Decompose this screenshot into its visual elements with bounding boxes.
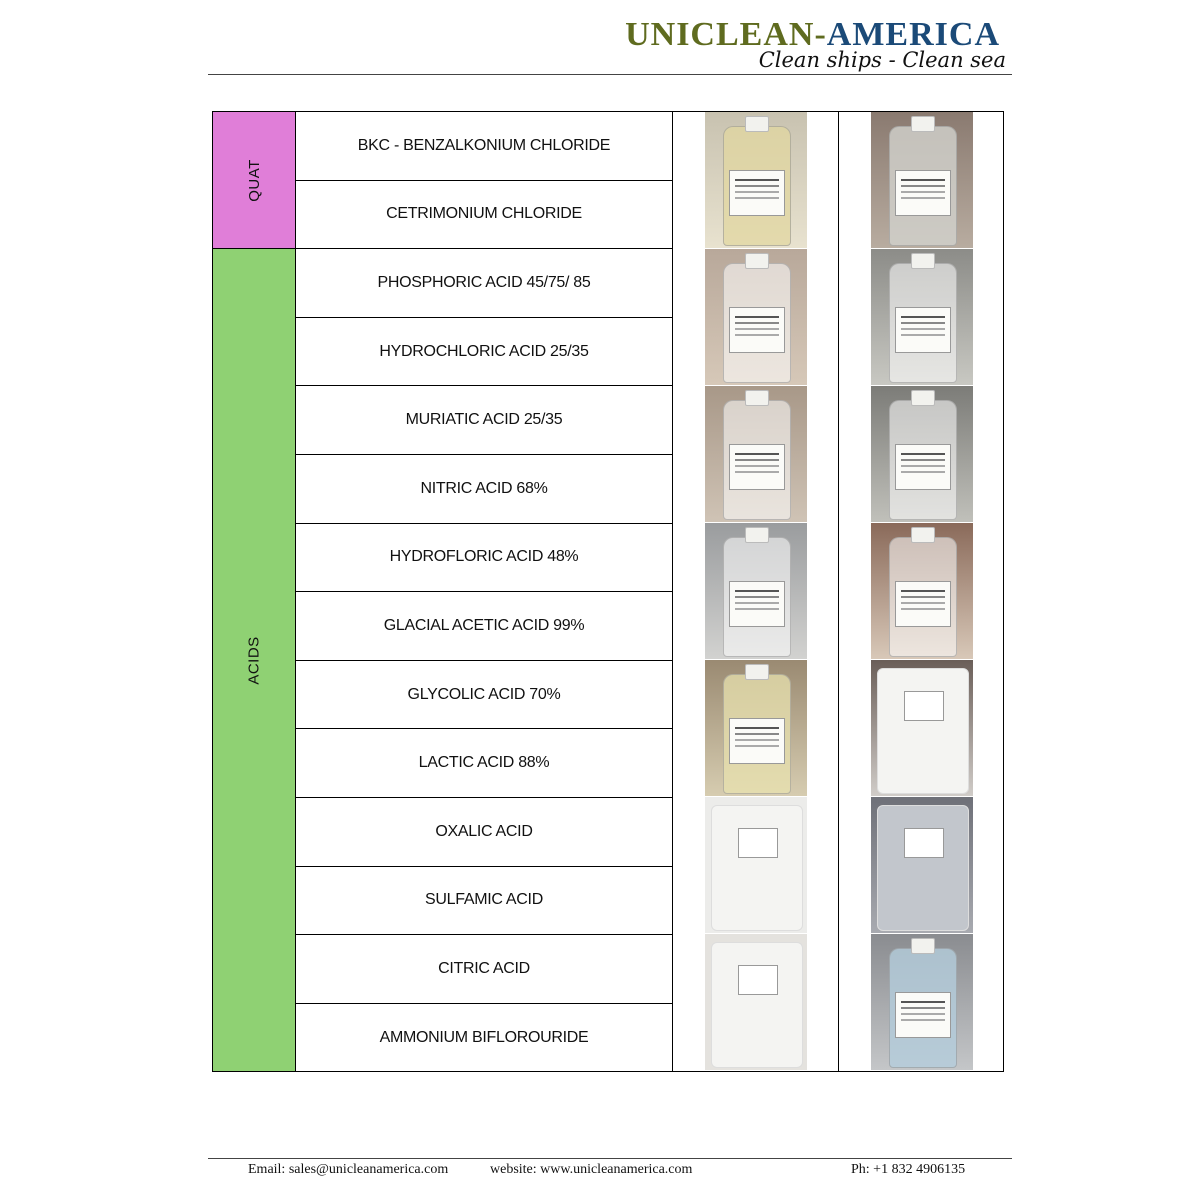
- category-acids: [213, 249, 296, 1071]
- brand-tagline: Clean ships - Clean sea: [758, 48, 1006, 72]
- brand-name-part2: AMERICA: [826, 16, 1000, 53]
- brand-name-part1: UNICLEAN-: [625, 16, 827, 53]
- product-cell: HYDROFLORIC ACID 48%: [296, 524, 673, 593]
- product-cell: GLACIAL ACETIC ACID 99%: [296, 592, 673, 661]
- footer-email: Email: sales@unicleanamerica.com: [248, 1162, 449, 1177]
- product-photo: [705, 523, 807, 659]
- product-cell: CITRIC ACID: [296, 935, 673, 1004]
- product-cell: HYDROCHLORIC ACID 25/35: [296, 318, 673, 387]
- product-table: [212, 111, 1004, 1072]
- footer-website: website: www.unicleanamerica.com: [490, 1162, 693, 1177]
- product-photo: [871, 797, 973, 933]
- header-divider: [208, 74, 1012, 75]
- product-photo: [705, 249, 807, 385]
- product-cell: PHOSPHORIC ACID 45/75/ 85: [296, 249, 673, 318]
- footer-phone: Ph: +1 832 4906135: [851, 1162, 966, 1177]
- photo-column-1: [673, 112, 839, 1071]
- category-quat: [213, 112, 296, 249]
- product-photo: [705, 112, 807, 248]
- product-cell: LACTIC ACID 88%: [296, 729, 673, 798]
- product-photo: [705, 386, 807, 522]
- product-cell: NITRIC ACID 68%: [296, 455, 673, 524]
- category-quat-label: QUAT: [245, 158, 263, 202]
- product-cell: CETRIMONIUM CHLORIDE: [296, 181, 673, 250]
- footer-divider: [208, 1158, 1012, 1159]
- product-photo: [871, 112, 973, 248]
- product-photo: [871, 523, 973, 659]
- category-acids-label: ACIDS: [245, 635, 263, 685]
- product-photo: [871, 660, 973, 796]
- product-photo: [871, 386, 973, 522]
- product-photo: [871, 249, 973, 385]
- product-photo: [705, 934, 807, 1070]
- product-cell: AMMONIUM BIFLOROURIDE: [296, 1004, 673, 1073]
- photo-column-2: [839, 112, 1003, 1071]
- product-photo: [705, 660, 807, 796]
- product-cell: SULFAMIC ACID: [296, 867, 673, 936]
- product-photo: [705, 797, 807, 933]
- product-cell: MURIATIC ACID 25/35: [296, 386, 673, 455]
- product-photo: [871, 934, 973, 1070]
- product-cell: OXALIC ACID: [296, 798, 673, 867]
- product-cell: BKC - BENZALKONIUM CHLORIDE: [296, 112, 673, 181]
- product-cell: GLYCOLIC ACID 70%: [296, 661, 673, 730]
